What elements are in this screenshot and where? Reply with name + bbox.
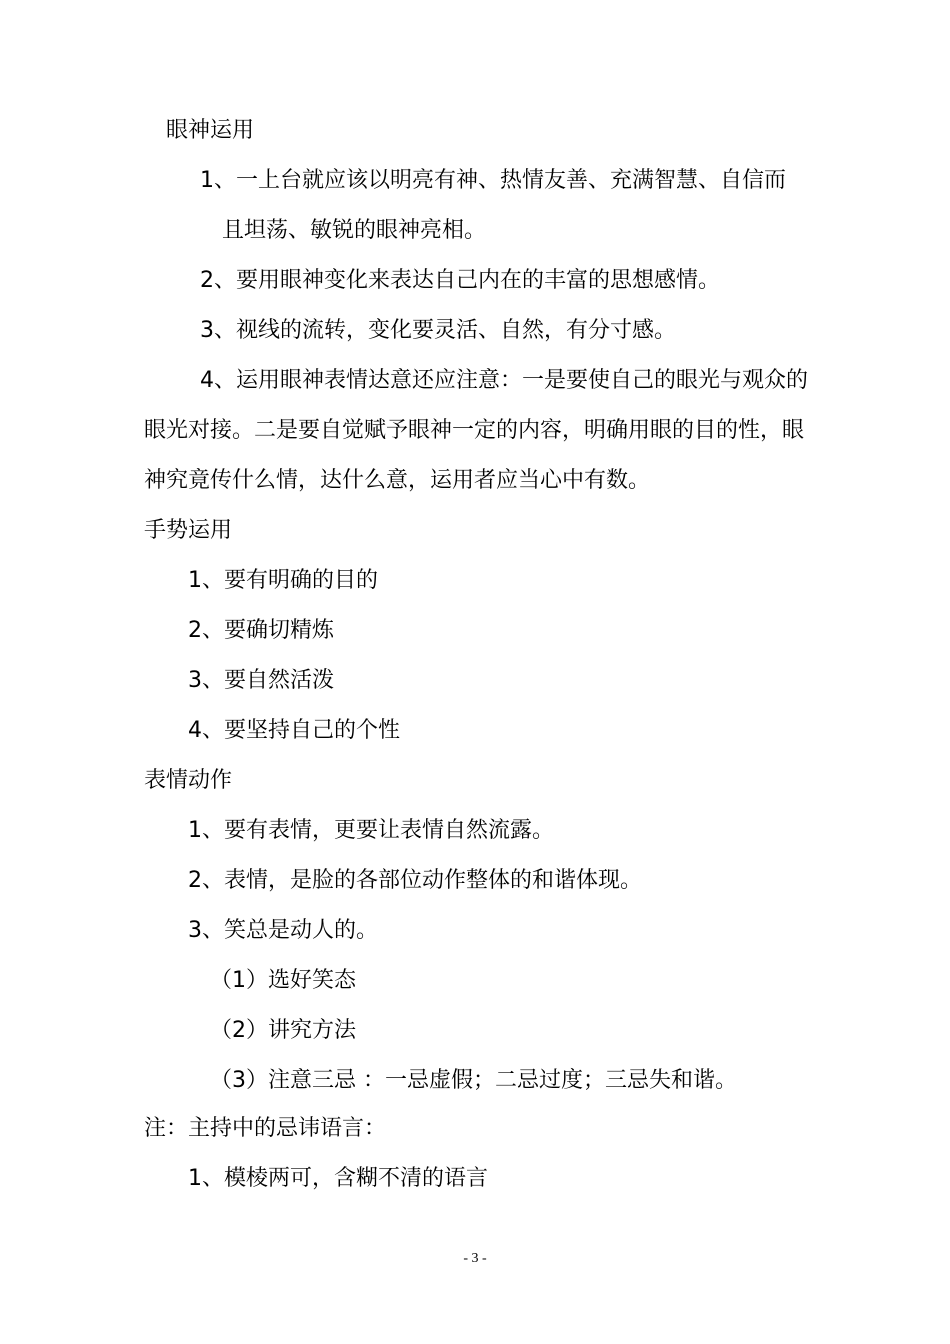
section-heading-expression: 表情动作 (144, 768, 233, 793)
eye-item-3: 3、视线的流转，变化要灵活、自然，有分寸感。 (200, 318, 676, 343)
section-heading-note: 注：主持中的忌讳语言： (144, 1116, 387, 1141)
expression-item-2: 2、表情，是脸的各部位动作整体的和谐体现。 (188, 868, 642, 893)
eye-item-4-line-1: 4、运用眼神表情达意还应注意：一是要使自己的眼光与观众的 (200, 368, 808, 393)
page-number: - 3 - (463, 1251, 487, 1266)
expression-item-1: 1、要有表情，更要让表情自然流露。 (188, 818, 554, 843)
eye-item-1-line-2: 且坦荡、敏锐的眼神亮相。 (222, 218, 487, 243)
expression-subitem-2: （2）讲究方法 (210, 1018, 356, 1043)
eye-item-4-line-2: 眼光对接。二是要自觉赋予眼神一定的内容，明确用眼的目的性，眼 (144, 418, 805, 443)
gesture-item-3: 3、要自然活泼 (188, 668, 334, 693)
eye-item-1-line-1: 1、一上台就应该以明亮有神、热情友善、充满智慧、自信而 (200, 168, 786, 193)
gesture-item-2: 2、要确切精炼 (188, 618, 334, 643)
eye-item-4-line-3: 神究竟传什么情，达什么意，运用者应当心中有数。 (144, 468, 651, 493)
section-heading-gesture: 手势运用 (144, 518, 233, 543)
note-item-1: 1、模棱两可，含糊不清的语言 (188, 1166, 488, 1191)
expression-subitem-3: （3）注意三忌 ：一忌虚假；二忌过度；三忌失和谐。 (210, 1068, 737, 1093)
expression-item-3: 3、笑总是动人的。 (188, 918, 378, 943)
expression-subitem-1: （1）选好笑态 (210, 968, 356, 993)
gesture-item-4: 4、要坚持自己的个性 (188, 718, 400, 743)
section-heading-eye: 眼神运用 (166, 118, 255, 143)
eye-item-2: 2、要用眼神变化来表达自己内在的丰富的思想感情。 (200, 268, 720, 293)
gesture-item-1: 1、要有明确的目的 (188, 568, 378, 593)
